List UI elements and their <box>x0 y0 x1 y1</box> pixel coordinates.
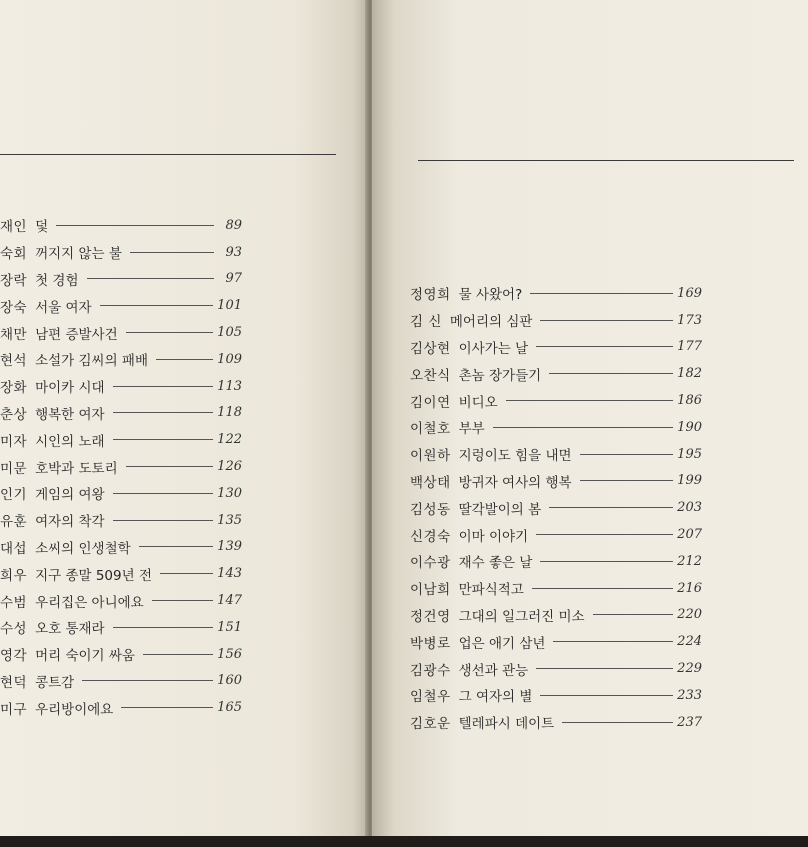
toc-entry-title: 머리 숙이기 싸움 <box>35 648 135 665</box>
toc-entry-page-number: 118 <box>217 405 242 421</box>
toc-entry-author: 희우 <box>0 567 28 584</box>
toc-entry-title: 서울 여자 <box>35 299 92 316</box>
toc-entry-leader <box>139 546 214 547</box>
toc-entry-author: 김호운 <box>410 716 451 733</box>
toc-entry-title: 생선과 관능 <box>458 662 529 679</box>
toc-entry <box>410 360 702 387</box>
toc-entry-page-number: 216 <box>677 580 702 596</box>
toc-entry-author: 영각 <box>0 648 28 665</box>
toc-entry-leader <box>536 668 673 669</box>
toc-entry-page-number: 126 <box>217 459 242 475</box>
toc-entry-title: 소씨의 인생철학 <box>35 540 131 557</box>
toc-entry <box>0 212 242 239</box>
toc-entry-title: 메어리의 심판 <box>449 314 533 331</box>
toc-entry-leader <box>593 614 674 615</box>
toc-entry-page-number: 89 <box>225 217 242 233</box>
toc-entry-title: 이마 이야기 <box>458 528 529 545</box>
toc-entry-title: 그 여자의 별 <box>458 689 533 706</box>
toc-entry-leader <box>580 454 674 455</box>
toc-entry-title: 부부 <box>458 421 485 438</box>
toc-entry <box>0 266 242 293</box>
toc-entry-title: 우리방이에요 <box>35 701 114 718</box>
toc-entry-leader <box>82 680 213 681</box>
toc-entry <box>410 468 702 495</box>
toc-entry-leader <box>562 722 673 723</box>
toc-entry-author: 장숙 <box>0 299 28 316</box>
toc-entry-page-number: 101 <box>217 298 242 314</box>
toc-entry-leader <box>143 654 213 655</box>
toc-entry-leader <box>113 493 214 494</box>
toc-entry <box>410 709 702 736</box>
toc-entry <box>0 426 242 453</box>
toc-entry-author: 임철우 <box>410 689 451 706</box>
toc-entry-leader <box>536 534 673 535</box>
toc-entry-page-number: 182 <box>677 366 702 382</box>
toc-entry <box>0 373 242 400</box>
toc-entry-page-number: 173 <box>677 312 702 328</box>
toc-entry-leader <box>113 439 214 440</box>
toc-entry-author: 정영희 <box>410 287 451 304</box>
toc-entry <box>0 346 242 373</box>
toc-entry <box>410 387 702 414</box>
toc-entry-title: 비디오 <box>458 394 498 411</box>
toc-entry-author: 김성동 <box>410 501 451 518</box>
toc-entry-leader <box>540 695 673 696</box>
toc-entry-leader <box>549 507 673 508</box>
toc-entry-leader <box>549 373 673 374</box>
toc-entry-author: 김상현 <box>410 340 451 357</box>
toc-entry-title: 게임의 여왕 <box>35 487 105 504</box>
toc-entry <box>0 453 242 480</box>
toc-entry <box>410 334 702 361</box>
toc-entry-author: 춘상 <box>0 406 28 423</box>
toc-entry-leader <box>156 359 213 360</box>
toc-entry-page-number: 186 <box>677 393 702 409</box>
toc-entry-leader <box>113 412 214 413</box>
toc-entry-page-number: 177 <box>677 339 702 355</box>
toc-entry <box>410 682 702 709</box>
book-bottom-edge <box>0 836 808 847</box>
toc-entry-title: 콩트감 <box>35 674 75 691</box>
toc-entry-leader <box>506 400 673 401</box>
toc-entry-page-number: 224 <box>677 634 702 650</box>
toc-entry <box>0 614 242 641</box>
toc-entry-page-number: 207 <box>677 527 702 543</box>
toc-entry <box>410 307 702 334</box>
toc-entry-author: 박병로 <box>410 635 451 652</box>
toc-entry <box>0 534 242 561</box>
toc-entry-page-number: 212 <box>677 553 702 569</box>
toc-entry-page-number: 169 <box>677 285 702 301</box>
toc-entry-title: 우리집은 아니에요 <box>35 594 144 611</box>
toc-entry-title: 재수 좋은 날 <box>458 555 533 572</box>
toc-entry-author: 재인 <box>0 219 28 236</box>
toc-entry-title: 호박과 도토리 <box>35 460 118 477</box>
toc-entry <box>0 694 242 721</box>
toc-entry <box>0 480 242 507</box>
right-toc-list <box>410 280 702 736</box>
toc-entry-author: 김이연 <box>410 394 451 411</box>
toc-entry-leader <box>530 293 673 294</box>
toc-entry <box>410 655 702 682</box>
toc-entry-leader <box>160 573 213 574</box>
toc-entry-title: 촌놈 장가들기 <box>458 367 542 384</box>
toc-entry-author: 신경숙 <box>410 528 451 545</box>
toc-entry-leader <box>126 466 214 467</box>
toc-entry-leader <box>126 332 214 333</box>
toc-entry-leader <box>540 561 673 562</box>
left-toc-list <box>0 212 242 721</box>
toc-entry <box>0 668 242 695</box>
toc-entry-page-number: 237 <box>677 714 702 730</box>
toc-entry-leader <box>532 588 673 589</box>
toc-entry-leader <box>553 641 673 642</box>
toc-entry-leader <box>87 278 214 279</box>
toc-entry <box>0 507 242 534</box>
toc-entry-page-number: 156 <box>217 646 242 662</box>
toc-entry-leader <box>113 627 214 628</box>
toc-entry-author: 현덕 <box>0 674 28 691</box>
toc-entry <box>0 587 242 614</box>
toc-entry-page-number: 151 <box>217 619 242 635</box>
toc-entry-author: 미자 <box>0 433 28 450</box>
toc-entry-author: 장화 <box>0 380 28 397</box>
toc-entry-page-number: 195 <box>677 446 702 462</box>
toc-entry-leader <box>580 480 674 481</box>
toc-entry-page-number: 97 <box>225 271 242 287</box>
toc-entry-leader <box>113 386 214 387</box>
toc-entry-leader <box>121 707 213 708</box>
toc-entry-author: 수성 <box>0 621 28 638</box>
toc-entry-page-number: 203 <box>677 500 702 516</box>
toc-entry-title: 마이카 시대 <box>35 380 105 397</box>
toc-entry-leader <box>152 600 213 601</box>
toc-entry-author: 장락 <box>0 272 28 289</box>
toc-entry-page-number: 105 <box>217 325 242 341</box>
toc-entry <box>410 441 702 468</box>
toc-entry-leader <box>56 225 214 226</box>
toc-entry-page-number: 135 <box>217 512 242 528</box>
toc-entry <box>410 628 702 655</box>
toc-entry-leader <box>493 427 673 428</box>
toc-entry-author: 숙회 <box>0 246 28 263</box>
toc-entry-leader <box>113 520 214 521</box>
bleed-through-text: ᅟᅟᅟᅟ <box>170 117 236 137</box>
toc-entry-page-number: 229 <box>677 661 702 677</box>
toc-entry-title: 이사가는 날 <box>458 340 529 357</box>
toc-entry-title: 행복한 여자 <box>35 406 105 423</box>
toc-entry-author: 인기 <box>0 487 28 504</box>
toc-entry-author: 미구 <box>0 701 28 718</box>
toc-entry-author: 이원하 <box>410 448 451 465</box>
right-page <box>372 0 808 838</box>
right-header-rule <box>418 160 794 161</box>
toc-entry-title: 지구 종말 509년 전 <box>35 567 152 584</box>
toc-entry-title: 여자의 착각 <box>35 514 105 531</box>
toc-entry <box>0 560 242 587</box>
toc-entry-leader <box>130 252 214 253</box>
toc-entry-title: 남편 증발사건 <box>35 326 118 343</box>
toc-entry-leader <box>540 320 673 321</box>
toc-entry-leader <box>536 346 673 347</box>
toc-entry-author: 정건영 <box>410 608 451 625</box>
toc-entry-author: 이수광 <box>410 555 451 572</box>
toc-entry-page-number: 233 <box>677 687 702 703</box>
toc-entry <box>0 292 242 319</box>
toc-entry-page-number: 220 <box>677 607 702 623</box>
left-page <box>0 0 368 838</box>
toc-entry-title: 딸각발이의 봄 <box>458 501 542 518</box>
toc-entry <box>410 494 702 521</box>
left-header-rule <box>0 154 336 155</box>
toc-entry-author: 이철호 <box>410 421 451 438</box>
toc-entry-title: 방귀자 여사의 행복 <box>458 474 572 491</box>
toc-entry-title: 지렁이도 힘을 내면 <box>458 448 572 465</box>
toc-entry-leader <box>100 305 214 306</box>
toc-entry-page-number: 143 <box>217 566 242 582</box>
toc-entry-author: 이남희 <box>410 582 451 599</box>
toc-entry <box>410 414 702 441</box>
toc-entry <box>410 575 702 602</box>
toc-entry-title: 만파식적고 <box>458 582 524 599</box>
toc-entry-title: 첫 경험 <box>35 272 79 289</box>
toc-entry-page-number: 122 <box>217 432 242 448</box>
toc-entry-title: 오호 통재라 <box>35 621 105 638</box>
toc-entry-title: 업은 애기 삼년 <box>458 635 546 652</box>
toc-entry-page-number: 130 <box>217 485 242 501</box>
toc-entry <box>0 319 242 346</box>
toc-entry-title: 물 사왔어? <box>458 287 523 304</box>
toc-entry <box>410 280 702 307</box>
toc-entry <box>410 602 702 629</box>
toc-entry-author: 김광수 <box>410 662 451 679</box>
toc-entry-page-number: 160 <box>217 673 242 689</box>
toc-entry-author: 미문 <box>0 460 28 477</box>
toc-entry-author: 유훈 <box>0 514 28 531</box>
toc-entry-title: 꺼지지 않는 불 <box>35 246 122 263</box>
toc-entry-page-number: 139 <box>217 539 242 555</box>
toc-entry-author: 오찬식 <box>410 367 451 384</box>
toc-entry-title: 시인의 노래 <box>35 433 105 450</box>
toc-entry-author: 채만 <box>0 326 28 343</box>
toc-entry-title: 덫 <box>35 219 49 236</box>
toc-entry-page-number: 93 <box>225 244 242 260</box>
toc-entry-page-number: 113 <box>217 378 242 394</box>
toc-entry-page-number: 109 <box>217 351 242 367</box>
toc-entry-title: 소설가 김씨의 패배 <box>35 353 149 370</box>
toc-entry <box>0 400 242 427</box>
toc-entry <box>410 521 702 548</box>
toc-entry-page-number: 165 <box>217 700 242 716</box>
toc-entry-author: 김 신 <box>410 314 442 331</box>
toc-entry-page-number: 147 <box>217 593 242 609</box>
toc-entry-title: 텔레파시 데이트 <box>458 716 555 733</box>
toc-entry-page-number: 190 <box>677 419 702 435</box>
toc-entry-author: 백상태 <box>410 474 451 491</box>
toc-entry-author: 대섭 <box>0 540 28 557</box>
toc-entry <box>0 239 242 266</box>
toc-entry-author: 현석 <box>0 353 28 370</box>
toc-entry-author: 수범 <box>0 594 28 611</box>
toc-entry <box>0 641 242 668</box>
toc-entry-title: 그대의 일그러진 미소 <box>458 608 585 625</box>
toc-entry-page-number: 199 <box>677 473 702 489</box>
toc-entry <box>410 548 702 575</box>
